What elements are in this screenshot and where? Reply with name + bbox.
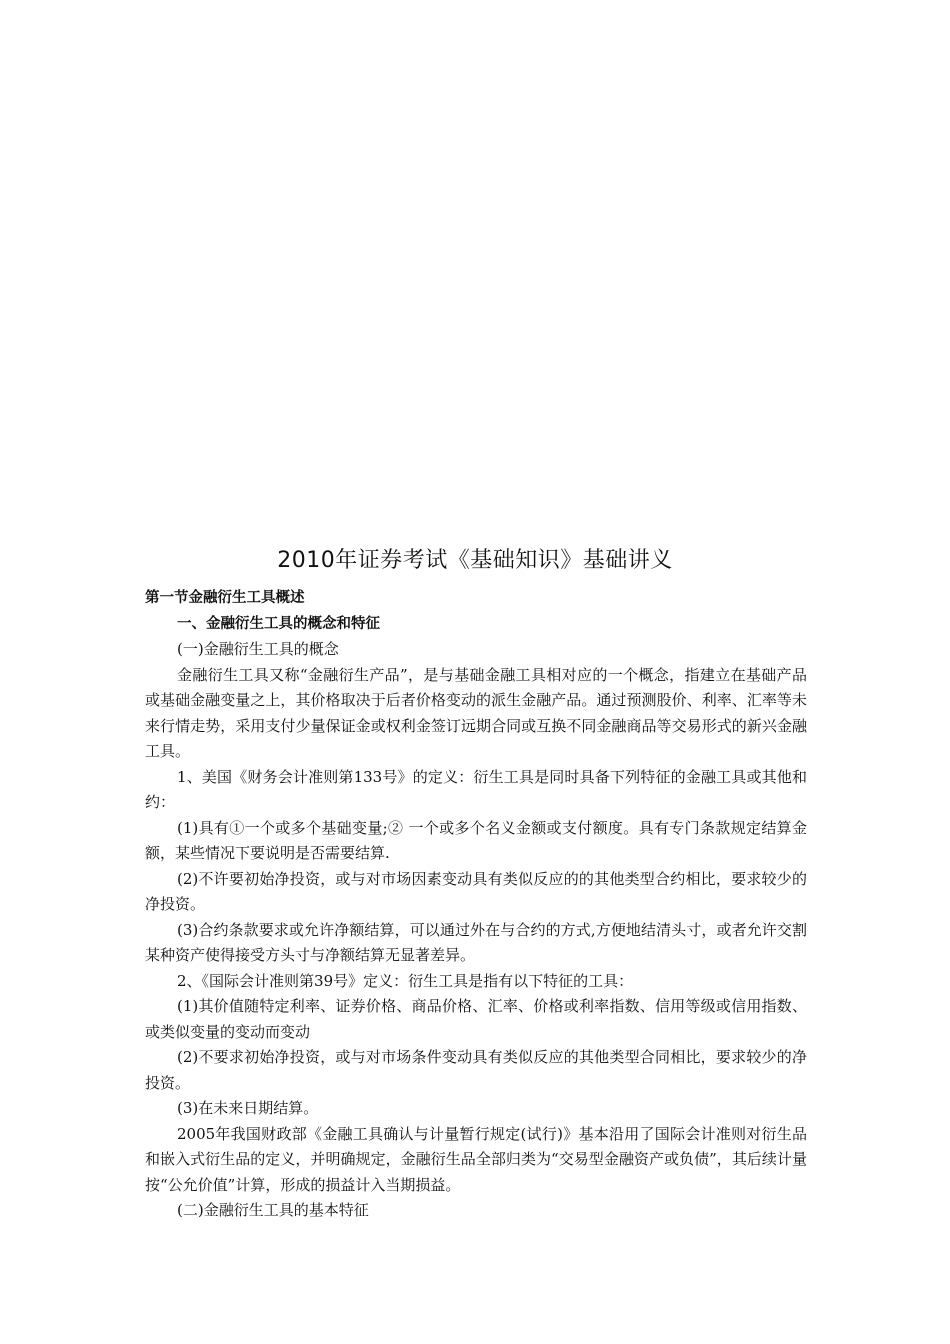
paragraph-ias-item-3: (3)在未来日期结算。 [177, 1099, 319, 1117]
paragraph-features-heading: (二)金融衍生工具的基本特征 [177, 1201, 369, 1219]
section-heading: 第一节金融衍生工具概述 [145, 590, 305, 606]
paragraph-us-item-1: (1)具有①一个或多个基础变量;② 一个或多个名义金额或支付额度。具有专门条款规定结算金额，某些情况下要说明是否需要结算. [145, 818, 807, 862]
paragraph-china-2005: 2005年我国财政部《金融工具确认与计量暂行规定(试行)》基本沿用了国际会计准则对衍生品和嵌入式衍生品的定义，并明确规定，金融衍生品全部归类为“交易型金融资产或负债”，其后续计量按“公允价值”计算，形成的损益计入当期损益。 [145, 1124, 807, 1194]
subsection-heading: 一、金融衍生工具的概念和特征 [177, 615, 380, 632]
paragraph-ias-item-2: (2)不要求初始净投资，或与对市场条件变动具有类似反应的其他类型合同相比，要求较少的净投资。 [145, 1048, 807, 1092]
paragraph-concept-heading: (一)金融衍生工具的概念 [177, 640, 339, 658]
document-title: 2010年证券考试《基础知识》基础讲义 [277, 548, 673, 573]
paragraph-ias-item-1: (1)其价值随特定利率、证券价格、商品价格、汇率、价格或利率指数、信用等级或信用指数、或类似变量的变动而变动 [145, 997, 807, 1041]
paragraph-us-item-3: (3)合约条款要求或允许净额结算，可以通过外在与合约的方式,方便地结清头寸，或者允许交割某种资产使得接受方头寸与净额结算无显著差异。 [145, 920, 807, 964]
paragraph-definition: 金融衍生工具又称“金融衍生产品”，是与基础金融工具相对应的一个概念，指建立在基础产品或基础金融变量之上，其价格取决于后者价格变动的派生金融产品。通过预测股价、利率、汇率等未来行情走势，采用支付少量保证金或权利金签订远期合同或互换不同金融商品等交易形式的新兴金融工具。 [145, 665, 807, 760]
document-body [145, 586, 807, 1224]
paragraph-us-item-2: (2)不许要初始净投资，或与对市场因素变动具有类似反应的的其他类型合约相比，要求较少的净投资。 [145, 869, 807, 913]
paragraph-us-standard: 1、美国《财务会计准则第133号》的定义：衍生工具是同时具备下列特征的金融工具或其他和约： [145, 767, 807, 811]
paragraph-ias-standard: 2、《国际会计准则第39号》定义：衍生工具是指有以下特征的工具： [177, 971, 634, 990]
